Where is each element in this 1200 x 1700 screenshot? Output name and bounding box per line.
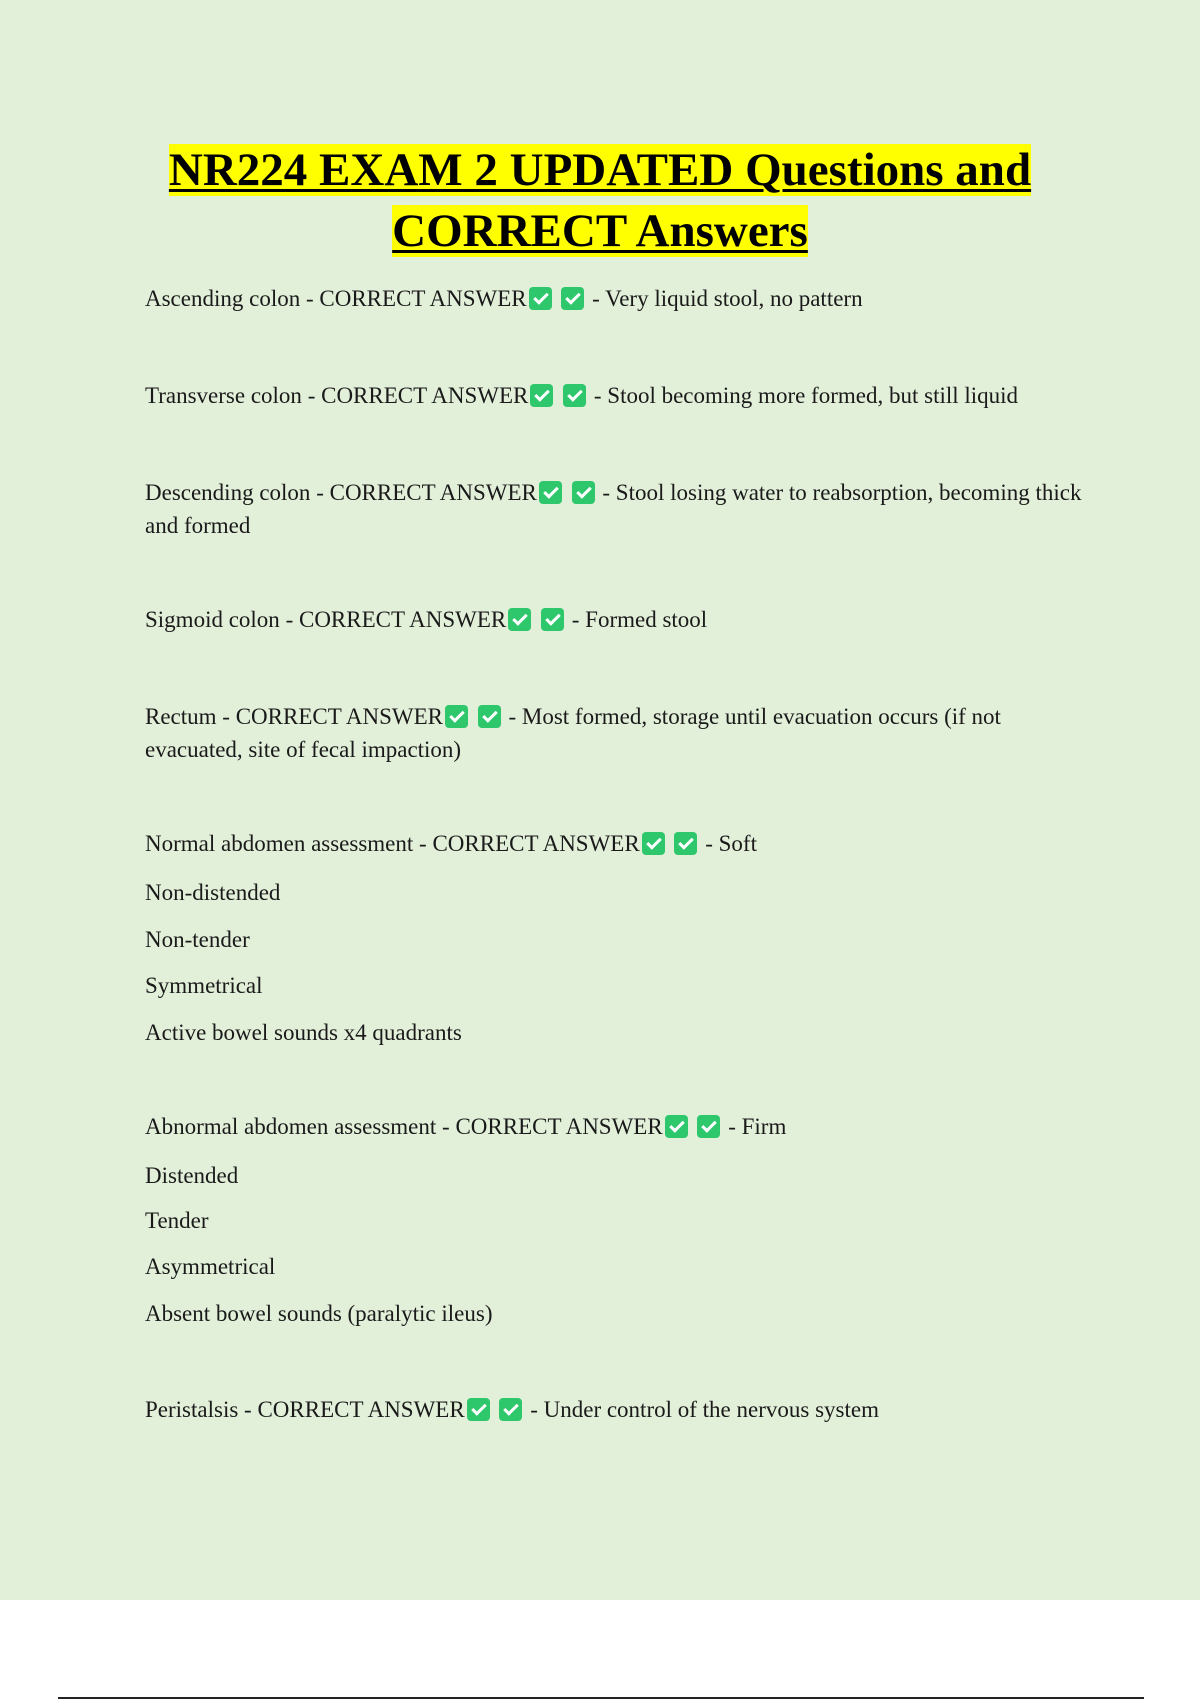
document-title xyxy=(0,140,1200,262)
title-line-2: CORRECT Answers xyxy=(392,205,808,257)
check-mark-icon xyxy=(445,705,468,728)
qa-term: Rectum xyxy=(145,704,217,729)
qa-term: Descending colon xyxy=(145,480,311,505)
qa-term: Abnormal abdomen assessment xyxy=(145,1114,437,1139)
qa-marker: CORRECT ANSWER xyxy=(257,1397,465,1422)
qa-answer: Very liquid stool, no pattern xyxy=(605,286,863,311)
qa-detail-line: Non-distended xyxy=(145,880,281,905)
check-mark-icon xyxy=(529,287,552,310)
qa-detail-line: Non-tender xyxy=(145,927,250,952)
qa-marker: CORRECT ANSWER xyxy=(319,286,527,311)
qa-item: Normal abdomen assessment - CORRECT ANSWER - Soft xyxy=(145,831,757,856)
qa-detail-line: Distended xyxy=(145,1163,239,1188)
check-mark-icon xyxy=(530,384,553,407)
qa-item: Transverse colon - CORRECT ANSWER - Stool becoming more formed, but still liquid xyxy=(145,383,1019,408)
qa-term: Sigmoid colon xyxy=(145,607,280,632)
qa-item: Peristalsis - CORRECT ANSWER - Under control of the nervous system xyxy=(145,1397,879,1422)
qa-term: Normal abdomen assessment xyxy=(145,831,414,856)
qa-marker: CORRECT ANSWER xyxy=(298,607,507,632)
qa-detail-line: Tender xyxy=(145,1208,209,1233)
qa-marker: CORRECT ANSWER xyxy=(321,383,529,408)
check-mark-icon xyxy=(539,481,562,504)
qa-item: Abnormal abdomen assessment - CORRECT ANSWER - Firm xyxy=(145,1114,787,1139)
check-mark-icon xyxy=(563,384,586,407)
qa-term: Peristalsis xyxy=(145,1397,239,1422)
check-mark-icon xyxy=(499,1398,522,1421)
check-mark-icon xyxy=(478,705,501,728)
check-mark-icon xyxy=(572,481,595,504)
qa-answer: Under control of the nervous system xyxy=(543,1397,879,1422)
check-mark-icon xyxy=(561,287,584,310)
qa-detail-line: Active bowel sounds x4 quadrants xyxy=(145,1020,462,1045)
check-mark-icon xyxy=(642,832,665,855)
qa-marker: CORRECT ANSWER xyxy=(455,1114,663,1139)
qa-term: Transverse colon xyxy=(145,383,302,408)
qa-answer: Firm xyxy=(741,1114,787,1139)
qa-answer: Soft xyxy=(718,831,757,856)
qa-detail-line: Absent bowel sounds (paralytic ileus) xyxy=(145,1301,493,1326)
qa-marker: CORRECT ANSWER xyxy=(235,704,443,729)
check-mark-icon xyxy=(467,1398,490,1421)
check-mark-icon xyxy=(508,608,531,631)
qa-marker: CORRECT ANSWER xyxy=(329,480,537,505)
qa-item: Descending colon - CORRECT ANSWER - Stool losing water to reabsorption, becoming thick and formed xyxy=(145,480,1082,538)
qa-item: Sigmoid colon - CORRECT ANSWER - Formed stool xyxy=(145,607,708,632)
qa-answer: Stool becoming more formed, but still liquid xyxy=(607,383,1019,408)
title-line-1: NR224 EXAM 2 UPDATED Questions and xyxy=(168,144,1032,196)
qa-item: Rectum - CORRECT ANSWER - Most formed, storage until evacuation occurs (if not evacuated, site of fecal impaction) xyxy=(145,704,1001,762)
qa-answer: Formed stool xyxy=(585,607,708,632)
qa-marker: CORRECT ANSWER xyxy=(432,831,640,856)
qa-answer: Most formed, storage until evacuation occurs (if not evacuated, site of fecal impaction) xyxy=(145,704,1001,762)
qa-answer: Stool losing water to reabsorption, becoming thick and formed xyxy=(145,480,1082,538)
check-mark-icon xyxy=(674,832,697,855)
check-mark-icon xyxy=(541,608,564,631)
qa-detail-line: Symmetrical xyxy=(145,973,263,998)
check-mark-icon xyxy=(697,1115,720,1138)
footer-rule xyxy=(58,1697,1144,1699)
qa-term: Ascending colon xyxy=(145,286,301,311)
qa-detail-line: Asymmetrical xyxy=(145,1254,276,1279)
check-mark-icon xyxy=(665,1115,688,1138)
qa-item: Ascending colon - CORRECT ANSWER - Very liquid stool, no pattern xyxy=(145,286,863,311)
